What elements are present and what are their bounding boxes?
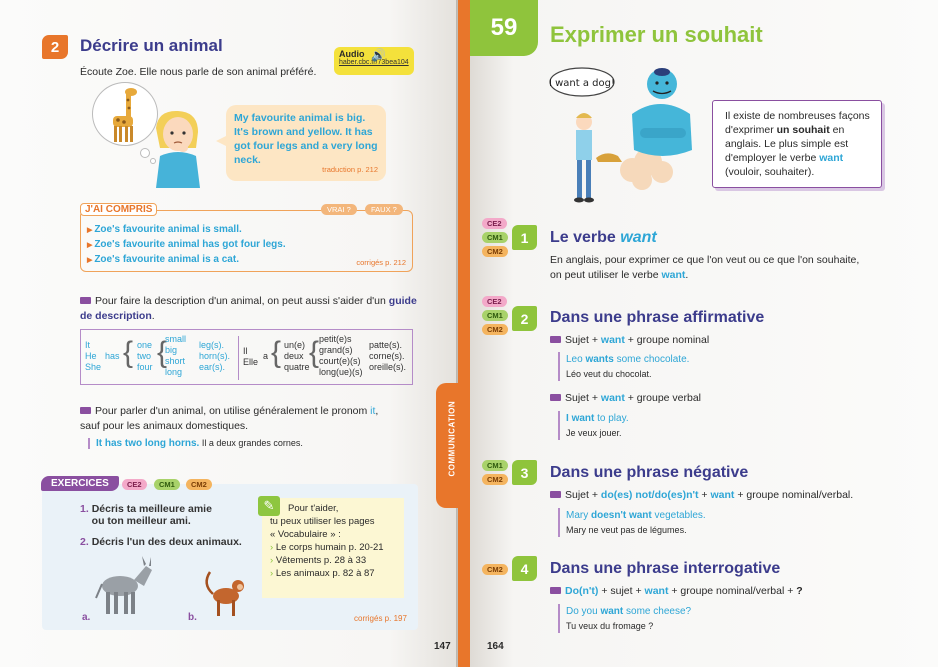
level-badge-cm1: CM1 — [154, 479, 180, 490]
fr-adjectives: petit(e)s grand(s) court(e)(s) long(ue)(s) — [319, 334, 363, 377]
bullet-square-icon — [550, 394, 561, 401]
genie-illustration — [548, 58, 718, 208]
level-badge-cm2: CM2 — [482, 246, 508, 257]
section-2-rule-1: Sujet + want + groupe nominal — [550, 334, 709, 346]
level-badge-cm2: CM2 — [482, 474, 508, 485]
level-badge-ce2: CE2 — [122, 479, 147, 490]
help-item: › Le corps humain p. 20-21 — [270, 541, 396, 554]
audio-label: Audio — [339, 49, 365, 59]
help-item: › Vêtements p. 28 à 33 — [270, 554, 396, 567]
section-1-number: 1 — [512, 225, 537, 250]
bubble-text: I want a dog! — [548, 78, 616, 89]
has-word: has — [105, 351, 120, 361]
translation-ref: traduction p. 212 — [322, 165, 378, 174]
section-3-rule: Sujet + do(es) not/do(es)n't + want + groupe nominal/verbal. — [550, 489, 853, 501]
statement-item: ▶ Zoe's favourite animal is small. — [87, 223, 406, 238]
true-badge: VRAI ? — [321, 204, 357, 215]
statement-item: ▶ Zoe's favourite animal has got four legs. — [87, 238, 406, 253]
answers-ref: corrigés p. 212 — [356, 258, 406, 267]
pencil-icon: ✎ — [258, 496, 280, 516]
monkey-illustration — [200, 566, 250, 620]
level-badge-ce2: CE2 — [482, 296, 507, 307]
section-3-example: Mary doesn't want vegetables. Mary ne veut pas de légumes. — [558, 508, 706, 537]
section-2-number: 2 — [512, 306, 537, 331]
intro-text: Écoute Zoe. Elle nous parle de son animal préféré. — [80, 66, 317, 78]
fr-subjects: Il Elle — [243, 346, 259, 367]
help-item: › Les animaux p. 82 à 87 — [270, 567, 396, 580]
statement-item: ▶ Zoe's favourite animal is a cat. — [87, 253, 406, 268]
unit-title: Exprimer un souhait — [550, 22, 763, 47]
section-1-title: Le verbe want — [550, 229, 657, 246]
speaker-icon: 🔊 — [371, 48, 386, 62]
audio-badge[interactable] — [334, 47, 414, 75]
orange-spine-band — [458, 0, 470, 667]
label-a: a. — [82, 612, 91, 623]
want-term: want — [819, 152, 844, 164]
unit-number-tab: 59 — [470, 0, 538, 56]
exercise-1: 1. Décris ta meilleure amie ou ton meilleur ami. — [80, 503, 212, 527]
section-2-example-2: I want to play. Je veux jouer. — [558, 411, 629, 440]
brace-icon: { — [271, 336, 282, 369]
section-1-text: En anglais, pour exprimer ce que l'on veut ou ce que l'on souhaite, on peut utiliser le verbe want. — [550, 254, 860, 281]
donkey-illustration — [94, 556, 158, 618]
level-badge-cm1: CM1 — [482, 460, 508, 471]
audio-link[interactable]: haber.cbc.fr/73bea104 — [339, 59, 409, 66]
level-badge-ce2: CE2 — [482, 218, 507, 229]
section-2-rule-2: Sujet + want + groupe verbal — [550, 392, 701, 404]
zoe-illustration — [148, 108, 208, 188]
page-number-right: 164 — [487, 641, 504, 652]
section-3-number: 3 — [512, 460, 537, 485]
a-word: a — [263, 351, 269, 361]
page-number-left: 147 — [434, 641, 451, 652]
section-number-badge: 2 — [42, 35, 68, 59]
speech-text: My favourite animal is big. It's brown and yellow. It has got four legs and a very long neck. — [234, 112, 378, 166]
brace-icon: { — [309, 336, 320, 369]
false-badge: FAUX ? — [365, 204, 403, 215]
section-4-rule: Do(n't) + sujet + want + groupe nominal/verbal + ? — [550, 585, 803, 597]
bullet-square-icon — [550, 336, 561, 343]
en-numbers: one two four — [137, 340, 153, 372]
table-divider — [238, 336, 239, 380]
bullet-square-icon — [80, 407, 91, 414]
help-box: ✎ Pour t'aider, tu peux utiliser les pages « Vocabulaire » : › Le corps humain p. 20-21 › Vêtements p. 28 à 33 › Les animaux p. 82 à 87 — [262, 498, 404, 598]
level-badge-cm1: CM1 — [482, 232, 508, 243]
label-b: b. — [188, 612, 197, 623]
giraffe-illustration — [104, 86, 144, 144]
understanding-tag: J'AI COMPRIS — [80, 203, 157, 216]
souhait-term: un souhait — [776, 124, 830, 136]
description-paragraph: Pour faire la description d'un animal, on peut aussi s'aider d'un guide de description. — [80, 295, 417, 322]
section-3-title: Dans une phrase négative — [550, 464, 749, 481]
bullet-square-icon — [80, 297, 91, 304]
level-badge-cm2: CM2 — [482, 324, 508, 335]
en-subjects: It He She — [85, 340, 102, 372]
fr-numbers: un(e) deux quatre — [284, 340, 310, 372]
understanding-box — [80, 204, 413, 272]
level-badge-cm2: CM2 — [186, 479, 212, 490]
exercise-2: 2. Décris l'un des deux animaux. — [80, 536, 242, 548]
communication-tab-label: COMMUNICATION — [447, 400, 457, 477]
brace-icon: { — [157, 336, 168, 369]
section-4-example: Do you want some cheese? Tu veux du fromage ? — [558, 604, 691, 633]
example-en: It has two long horns. — [96, 438, 200, 449]
level-badge-cm2: CM2 — [482, 564, 508, 575]
exercises-tag: EXERCICES — [41, 476, 119, 491]
bullet-square-icon — [550, 491, 561, 498]
section-2-title: Dans une phrase affirmative — [550, 309, 765, 326]
pronoun-example — [88, 438, 303, 449]
section-4-number: 4 — [512, 556, 537, 581]
pronoun-paragraph: Pour parler d'un animal, on utilise généralement le pronom it, sauf pour les animaux domestiques. — [80, 405, 379, 432]
en-adjectives: small big short long — [165, 334, 187, 377]
description-guide-table — [80, 329, 413, 385]
fr-parts: patte(s). corne(s). oreille(s). — [369, 340, 407, 372]
speech-bubble — [226, 105, 386, 181]
guide-term: guide de description — [80, 295, 417, 322]
bullet-square-icon — [550, 587, 561, 594]
section-2-example-1: Leo wants some chocolate. Léo veut du chocolat. — [558, 352, 689, 381]
section-title: Décrire un animal — [80, 36, 223, 55]
section-4-title: Dans une phrase interrogative — [550, 560, 781, 577]
level-badge-cm1: CM1 — [482, 310, 508, 321]
brace-icon: { — [123, 336, 134, 369]
exercise-answers-ref: corrigés p. 197 — [354, 614, 407, 623]
example-fr: Il a deux grandes cornes. — [201, 438, 303, 448]
intro-box: Il existe de nombreuses façons d'exprimer un souhait en anglais. Le plus simple est d'employer le verbe want (vouloir, souhaiter). — [712, 100, 882, 188]
en-parts: leg(s). horn(s). ear(s). — [199, 340, 231, 372]
